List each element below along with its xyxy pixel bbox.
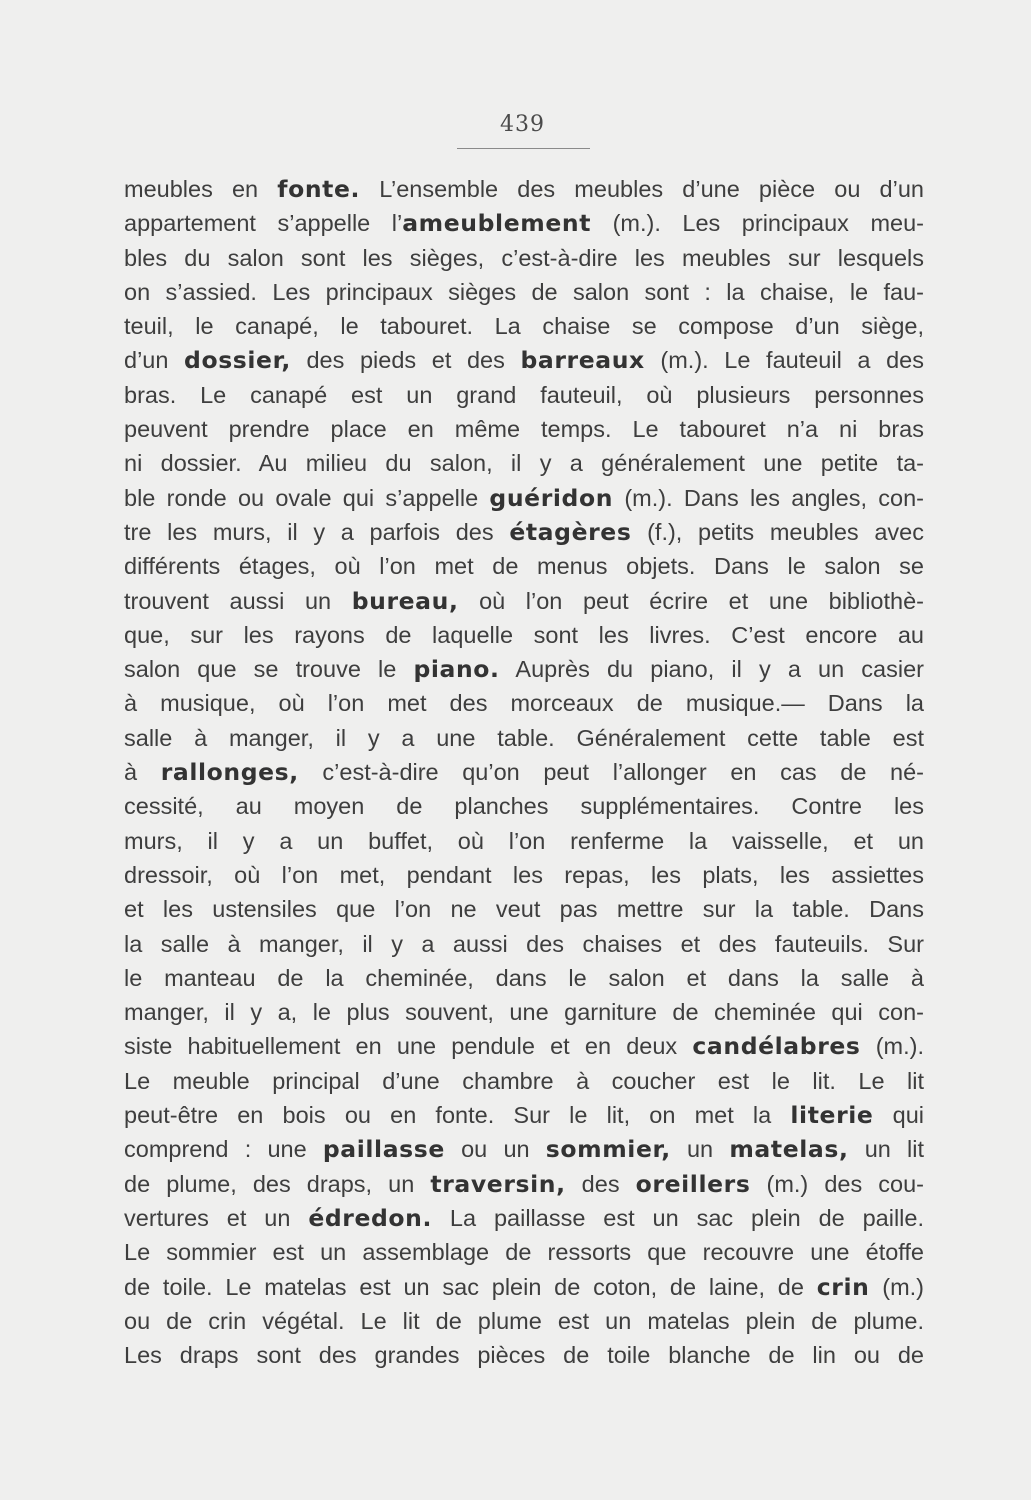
text-line: dressoir, où l’on met, pendant les repas, les plats, les assiettes (124, 861, 924, 888)
bold-term: fonte. (277, 175, 361, 203)
text-line: ou de crin végétal. Le lit de plume est un matelas plein de plume. (124, 1307, 924, 1334)
text-line: salle à manger, il y a une table. Généralement cette table est (124, 724, 924, 751)
text-line: de plume, des draps, un traversin, des oreillers (m.) des cou- (124, 1169, 924, 1198)
bold-term: piano. (413, 655, 500, 684)
bold-term: candélabres (692, 1032, 861, 1061)
text-line: de toile. Le matelas est un sac plein de coton, de laine, de crin (m.) (124, 1272, 924, 1301)
text-line: ni dossier. Au milieu du salon, il y a généralement une petite ta- (124, 450, 924, 477)
bold-term: barreaux (520, 346, 645, 375)
text-line: peuvent prendre place en même temps. Le tabouret n’a ni bras (124, 416, 924, 443)
bold-term: paillasse (322, 1135, 445, 1164)
bold-term: édredon. (308, 1203, 433, 1232)
text-line: murs, il y a un buffet, où l’on renferme la vaisselle, et un (124, 827, 924, 854)
text-line: bras. Le canapé est un grand fauteuil, où plusieurs personnes (124, 381, 924, 408)
text-line: manger, il y a, le plus souvent, une garniture de cheminée qui con- (124, 999, 924, 1026)
bold-term: oreillers (635, 1169, 751, 1198)
text-line: d’un dossier, des pieds et des barreaux (m.). Le fauteuil a des (124, 346, 924, 375)
text-line: Le meuble principal d’une chambre à coucher est le lit. Le lit (124, 1067, 924, 1094)
body-text (124, 172, 924, 1372)
text-line: vertures et un édredon. La paillasse est un sac plein de paille. (124, 1203, 924, 1232)
text-line: ble ronde ou ovale qui s’appelle guéridon (m.). Dans les angles, con- (124, 483, 924, 512)
page-number: 439 (500, 112, 545, 137)
bold-term: dossier, (184, 346, 291, 375)
text-line: cessité, au moyen de planches supplémentaires. Contre les (124, 793, 924, 820)
text-line: appartement s’appelle l’ameublement (m.). Les principaux meu- (124, 209, 924, 238)
bold-term: rallonges, (160, 758, 299, 787)
text-line: peut-être en bois ou en fonte. Sur le lit, on met la literie qui (124, 1101, 924, 1130)
bold-term: traversin, (430, 1169, 566, 1198)
text-line: bles du salon sont les sièges, c’est-à-dire les meubles sur lesquels (124, 244, 924, 271)
text-line: le manteau de la cheminée, dans le salon et dans la salle à (124, 964, 924, 991)
text-line: meubles en fonte. L’ensemble des meubles d’une pièce ou d’un (124, 175, 924, 203)
text-line: différents étages, où l’on met de menus objets. Dans le salon se (124, 553, 924, 580)
text-line: Le sommier est un assemblage de ressorts que recouvre une étoffe (124, 1239, 924, 1266)
text-line: on s’assied. Les principaux sièges de salon sont : la chaise, le fau- (124, 278, 924, 305)
text-line: la salle à manger, il y a aussi des chaises et des fauteuils. Sur (124, 930, 924, 957)
text-line: à musique, où l’on met des morceaux de musique.— Dans la (124, 690, 924, 717)
text-line: tre les murs, il y a parfois des étagères (f.), petits meubles avec (124, 517, 924, 546)
text-line: trouvent aussi un bureau, où l’on peut écrire et une bibliothè- (124, 586, 924, 615)
text-line: à rallonges, c’est-à-dire qu’on peut l’allonger en cas de né- (124, 758, 924, 787)
bold-term: literie (790, 1101, 874, 1130)
text-line: Les draps sont des grandes pièces de toile blanche de lin ou de (124, 1342, 924, 1369)
text-line: et les ustensiles que l’on ne veut pas mettre sur la table. Dans (124, 896, 924, 923)
page-number-rule (457, 148, 590, 149)
bold-term: sommier, (545, 1135, 671, 1164)
text-line: siste habituellement en une pendule et en deux candélabres (m.). (124, 1032, 924, 1061)
text-line: comprend : une paillasse ou un sommier, un matelas, un lit (124, 1135, 924, 1164)
bold-term: matelas, (729, 1135, 849, 1164)
text-line: teuil, le canapé, le tabouret. La chaise se compose d’un siège, (124, 313, 924, 340)
text-line: salon que se trouve le piano. Auprès du piano, il y a un casier (124, 655, 924, 684)
bold-term: ameublement (402, 209, 592, 238)
bold-term: crin (816, 1272, 870, 1301)
text-line: que, sur les rayons de laquelle sont les livres. C’est encore au (124, 621, 924, 648)
bold-term: étagères (509, 517, 632, 546)
bold-term: guéridon (489, 483, 614, 512)
bold-term: bureau, (351, 586, 459, 615)
